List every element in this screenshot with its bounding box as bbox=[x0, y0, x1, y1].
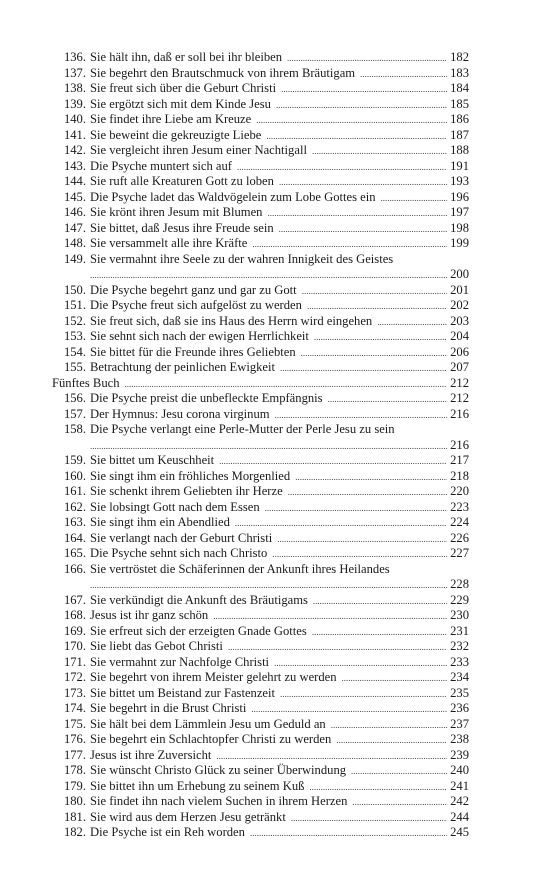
leader-dots bbox=[90, 577, 447, 594]
page-number: 230 bbox=[450, 608, 469, 622]
leader-dots bbox=[301, 345, 447, 362]
toc-entry bbox=[52, 825, 469, 841]
entry-number: 154. bbox=[63, 344, 86, 359]
toc-entry bbox=[52, 190, 469, 206]
leader-dots bbox=[280, 360, 447, 377]
toc-entry bbox=[52, 453, 469, 469]
leader-dots bbox=[274, 655, 447, 672]
entry-title: Sie freut sich, daß sie ins Haus des Herrn wird eingehen bbox=[90, 313, 373, 328]
entry-number: 171. bbox=[63, 654, 86, 669]
leader-dots bbox=[252, 236, 447, 253]
entry-title: Sie freut sich über die Geburt Christi bbox=[90, 81, 277, 95]
toc-entry bbox=[52, 143, 469, 159]
toc-entry bbox=[52, 593, 469, 609]
entry-title: Sie vermahnt ihre Seele zu der wahren Innigkeit des Geistes bbox=[90, 251, 394, 266]
entry-title: Sie verkündigt die Ankunft des Bräutigams bbox=[90, 592, 308, 607]
toc-entry bbox=[52, 345, 469, 361]
entry-number: 163. bbox=[63, 515, 86, 529]
page-number: 193 bbox=[450, 174, 469, 188]
entry-number: 137. bbox=[63, 65, 86, 80]
entry-title: Sie krönt ihren Jesum mit Blumen bbox=[90, 205, 263, 219]
page-number: 244 bbox=[450, 809, 469, 824]
toc-entry bbox=[52, 701, 469, 717]
entry-title: Sie beweint die gekreuzigte Liebe bbox=[90, 127, 262, 142]
toc-entry bbox=[52, 484, 469, 500]
leader-dots bbox=[125, 376, 448, 393]
table-of-contents bbox=[52, 50, 469, 841]
entry-title: Sie schenkt ihrem Geliebten ihr Herze bbox=[90, 484, 283, 498]
entry-number: 161. bbox=[63, 484, 86, 498]
entry-title: Sie vertröstet die Schäferinnen der Ankunft ihres Heilandes bbox=[90, 561, 390, 576]
leader-dots bbox=[90, 438, 447, 455]
page-number: 239 bbox=[450, 747, 469, 762]
page-number: 183 bbox=[450, 65, 469, 80]
entry-number: 159. bbox=[63, 453, 86, 467]
page-number: 203 bbox=[450, 313, 469, 328]
leader-dots bbox=[314, 329, 447, 346]
entry-number: 152. bbox=[63, 313, 86, 328]
entry-title: Sie versammelt alle ihre Kräfte bbox=[90, 236, 248, 250]
leader-dots bbox=[331, 717, 447, 734]
entry-number: 170. bbox=[63, 639, 86, 653]
page-number: 191 bbox=[450, 158, 469, 173]
entry-title: Sie wünscht Christo Glück zu seiner Überwindung bbox=[90, 763, 347, 777]
page-number: 245 bbox=[450, 825, 469, 839]
leader-dots bbox=[279, 221, 447, 238]
entry-title: Sie singt ihm ein fröhliches Morgenlied bbox=[90, 468, 291, 483]
leader-dots bbox=[291, 810, 447, 827]
leader-dots bbox=[256, 112, 447, 129]
leader-dots bbox=[277, 531, 447, 548]
toc-entry bbox=[52, 329, 469, 345]
toc-entry bbox=[52, 159, 469, 175]
entry-number: 162. bbox=[63, 499, 86, 514]
entry-number: 151. bbox=[63, 298, 86, 312]
entry-number: 160. bbox=[63, 468, 86, 483]
leader-dots bbox=[287, 50, 447, 67]
toc-entry bbox=[52, 97, 469, 113]
page-number: 206 bbox=[450, 344, 469, 359]
page-number: 202 bbox=[450, 298, 469, 312]
leader-dots bbox=[250, 825, 447, 842]
entry-title: Sie begehrt den Brautschmuck von ihrem Bräutigam bbox=[90, 65, 356, 80]
page-number: 196 bbox=[450, 189, 469, 204]
entry-title: Die Psyche ist ein Reh worden bbox=[90, 825, 245, 839]
leader-dots bbox=[237, 159, 447, 176]
leader-dots bbox=[313, 593, 447, 610]
leader-dots bbox=[281, 81, 447, 98]
toc-entry bbox=[52, 252, 469, 268]
toc-entry-continuation bbox=[52, 438, 469, 454]
entry-title: Sie findet ihre Liebe am Kreuze bbox=[90, 112, 252, 126]
entry-number: 173. bbox=[63, 685, 86, 700]
toc-entry bbox=[52, 112, 469, 128]
entry-title: Sie vermahnt zur Nachfolge Christi bbox=[90, 654, 270, 669]
page-number: 200 bbox=[450, 267, 469, 281]
page-number: 220 bbox=[450, 484, 469, 498]
page-number: 212 bbox=[450, 375, 469, 390]
page-number: 228 bbox=[450, 577, 469, 591]
entry-title: Betrachtung der peinlichen Ewigkeit bbox=[90, 360, 275, 374]
page-number: 224 bbox=[450, 515, 469, 529]
toc-entry bbox=[52, 717, 469, 733]
page-number: 204 bbox=[450, 329, 469, 343]
entry-title: Sie ergötzt sich mit dem Kinde Jesu bbox=[90, 96, 271, 111]
entry-number: 172. bbox=[63, 670, 86, 684]
toc-entry bbox=[52, 422, 469, 438]
toc-entry bbox=[52, 624, 469, 640]
leader-dots bbox=[360, 66, 447, 83]
toc-entry bbox=[52, 236, 469, 252]
page-number: 198 bbox=[450, 220, 469, 235]
toc-entry bbox=[52, 639, 469, 655]
toc-entry-continuation bbox=[52, 577, 469, 593]
page-number: 197 bbox=[450, 205, 469, 219]
leader-dots bbox=[275, 407, 448, 424]
entry-number: 140. bbox=[63, 112, 86, 126]
page-number: 216 bbox=[450, 406, 469, 421]
section-title: Fünftes Buch bbox=[52, 375, 120, 390]
leader-dots bbox=[288, 484, 447, 501]
entry-title: Sie begehrt ein Schlachtopfer Christi zu werden bbox=[90, 732, 332, 746]
page-number: 186 bbox=[450, 112, 469, 126]
entry-number: 153. bbox=[63, 329, 86, 343]
entry-title: Sie hält ihn, daß er soll bei ihr bleiben bbox=[90, 50, 283, 64]
entry-title: Sie findet ihn nach vielem Suchen in ihrem Herzen bbox=[90, 794, 348, 808]
toc-entry bbox=[52, 608, 469, 624]
entry-number: 144. bbox=[63, 174, 86, 188]
page-number: 185 bbox=[450, 96, 469, 111]
toc-entry bbox=[52, 794, 469, 810]
entry-title: Sie liebt das Gebot Christi bbox=[90, 639, 223, 653]
entry-number: 157. bbox=[63, 406, 86, 421]
page-number: 242 bbox=[450, 794, 469, 808]
leader-dots bbox=[328, 391, 448, 408]
entry-number: 178. bbox=[63, 763, 86, 777]
toc-entry bbox=[52, 531, 469, 547]
entry-number: 165. bbox=[63, 546, 86, 560]
leader-dots bbox=[235, 515, 447, 532]
entry-title: Die Psyche preist die unbefleckte Empfängnis bbox=[90, 391, 323, 405]
toc-entry bbox=[52, 562, 469, 578]
page-number: 201 bbox=[450, 282, 469, 297]
leader-dots bbox=[381, 190, 448, 207]
page-number: 229 bbox=[450, 592, 469, 607]
toc-entry bbox=[52, 469, 469, 485]
page-number: 207 bbox=[450, 360, 469, 374]
entry-number: 143. bbox=[63, 158, 86, 173]
page-number: 227 bbox=[450, 546, 469, 560]
leader-dots bbox=[280, 686, 447, 703]
entry-number: 167. bbox=[63, 592, 86, 607]
entry-number: 169. bbox=[63, 623, 86, 638]
leader-dots bbox=[251, 701, 447, 718]
entry-number: 175. bbox=[63, 716, 86, 731]
leader-dots bbox=[213, 608, 447, 625]
entry-title: Die Psyche muntert sich auf bbox=[90, 158, 232, 173]
entry-number: 177. bbox=[63, 747, 86, 762]
page-number: 240 bbox=[450, 763, 469, 777]
entry-title: Sie begehrt in die Brust Christi bbox=[90, 701, 247, 715]
entry-title: Jesus ist ihre Zuversicht bbox=[90, 747, 212, 762]
entry-title: Sie bittet, daß Jesus ihre Freude sein bbox=[90, 220, 274, 235]
toc-entry bbox=[52, 205, 469, 221]
entry-title: Die Psyche verlangt eine Perle-Mutter der Perle Jesu zu sein bbox=[90, 422, 395, 436]
entry-title: Sie singt ihm ein Abendlied bbox=[90, 515, 230, 529]
toc-entry bbox=[52, 221, 469, 237]
leader-dots bbox=[309, 779, 447, 796]
toc-section-heading bbox=[52, 376, 469, 392]
toc-entry bbox=[52, 128, 469, 144]
leader-dots bbox=[267, 205, 447, 222]
leader-dots bbox=[272, 546, 447, 563]
page-number: 217 bbox=[450, 453, 469, 467]
entry-title: Sie bittet um Beistand zur Fastenzeit bbox=[90, 685, 276, 700]
entry-number: 150. bbox=[63, 282, 86, 297]
page-number: 236 bbox=[450, 701, 469, 715]
entry-title: Die Psyche freut sich aufgelöst zu werden bbox=[90, 298, 302, 312]
page-number: 218 bbox=[450, 468, 469, 483]
entry-title: Jesus ist ihr ganz schön bbox=[90, 608, 209, 622]
entry-number: 180. bbox=[63, 794, 86, 808]
toc-entry bbox=[52, 360, 469, 376]
toc-entry bbox=[52, 546, 469, 562]
entry-title: Sie hält bei dem Lämmlein Jesu um Geduld an bbox=[90, 716, 326, 731]
entry-number: 166. bbox=[63, 561, 86, 576]
toc-entry bbox=[52, 670, 469, 686]
toc-entry bbox=[52, 748, 469, 764]
entry-number: 142. bbox=[63, 143, 86, 157]
page-number: 182 bbox=[450, 50, 469, 64]
entry-number: 168. bbox=[63, 608, 86, 622]
page-number: 238 bbox=[450, 732, 469, 746]
entry-number: 179. bbox=[63, 778, 86, 793]
entry-title: Sie begehrt von ihrem Meister gelehrt zu werden bbox=[90, 670, 337, 684]
leader-dots bbox=[276, 97, 447, 114]
page-number: 232 bbox=[450, 639, 469, 653]
entry-number: 145. bbox=[63, 189, 86, 204]
entry-title: Sie lobsingt Gott nach dem Essen bbox=[90, 499, 260, 514]
page-number: 216 bbox=[450, 437, 469, 452]
entry-title: Sie sehnt sich nach der ewigen Herrlichkeit bbox=[90, 329, 309, 343]
entry-number: 148. bbox=[63, 236, 86, 250]
entry-number: 146. bbox=[63, 205, 86, 219]
leader-dots bbox=[312, 624, 447, 641]
entry-title: Sie wird aus dem Herzen Jesu getränkt bbox=[90, 809, 286, 824]
leader-dots bbox=[352, 794, 447, 811]
entry-number: 158. bbox=[63, 422, 86, 436]
toc-entry bbox=[52, 391, 469, 407]
entry-title: Sie bittet ihn um Erhebung zu seinem Kuß bbox=[90, 778, 305, 793]
entry-title: Sie vergleicht ihren Jesum einer Nachtigall bbox=[90, 143, 307, 157]
page-number: 234 bbox=[450, 670, 469, 684]
entry-title: Sie bittet um Keuschheit bbox=[90, 453, 215, 467]
toc-entry bbox=[52, 314, 469, 330]
entry-title: Sie verlangt nach der Geburt Christi bbox=[90, 530, 273, 545]
toc-entry bbox=[52, 686, 469, 702]
entry-number: 164. bbox=[63, 530, 86, 545]
entry-title: Die Psyche begehrt ganz und gar zu Gott bbox=[90, 282, 297, 297]
toc-entry bbox=[52, 298, 469, 314]
page-number: 187 bbox=[450, 127, 469, 142]
entry-number: 136. bbox=[63, 50, 86, 64]
page-number: 184 bbox=[450, 81, 469, 95]
toc-entry bbox=[52, 81, 469, 97]
entry-number: 182. bbox=[63, 825, 86, 839]
entry-number: 181. bbox=[63, 809, 86, 824]
toc-entry bbox=[52, 174, 469, 190]
entry-number: 174. bbox=[63, 701, 86, 715]
toc-entry-continuation bbox=[52, 267, 469, 283]
page-number: 233 bbox=[450, 654, 469, 669]
leader-dots bbox=[302, 283, 447, 300]
page-number: 212 bbox=[450, 391, 469, 405]
entry-title: Sie ruft alle Kreaturen Gott zu loben bbox=[90, 174, 274, 188]
entry-number: 139. bbox=[63, 96, 86, 111]
entry-number: 149. bbox=[63, 251, 86, 266]
entry-number: 155. bbox=[63, 360, 86, 374]
leader-dots bbox=[295, 469, 447, 486]
leader-dots bbox=[312, 143, 447, 160]
leader-dots bbox=[219, 453, 447, 470]
page-number: 241 bbox=[450, 778, 469, 793]
entry-title: Der Hymnus: Jesu corona virginum bbox=[90, 406, 270, 421]
leader-dots bbox=[336, 732, 447, 749]
leader-dots bbox=[342, 670, 448, 687]
leader-dots bbox=[279, 174, 447, 191]
entry-number: 156. bbox=[63, 391, 86, 405]
toc-entry bbox=[52, 500, 469, 516]
entry-title: Die Psyche sehnt sich nach Christo bbox=[90, 546, 268, 560]
toc-entry bbox=[52, 810, 469, 826]
toc-entry bbox=[52, 50, 469, 66]
toc-entry bbox=[52, 515, 469, 531]
leader-dots bbox=[351, 763, 447, 780]
page-number: 223 bbox=[450, 499, 469, 514]
leader-dots bbox=[228, 639, 447, 656]
leader-dots bbox=[90, 267, 447, 284]
toc-entry bbox=[52, 655, 469, 671]
entry-title: Sie erfreut sich der erzeigten Gnade Gottes bbox=[90, 623, 307, 638]
leader-dots bbox=[307, 298, 447, 315]
page-number: 226 bbox=[450, 530, 469, 545]
toc-entry bbox=[52, 283, 469, 299]
toc-entry bbox=[52, 779, 469, 795]
leader-dots bbox=[266, 128, 447, 145]
leader-dots bbox=[265, 500, 447, 517]
toc-entry bbox=[52, 763, 469, 779]
entry-title: Die Psyche ladet das Waldvögelein zum Lobe Gottes ein bbox=[90, 189, 376, 204]
leader-dots bbox=[216, 748, 447, 765]
entry-number: 138. bbox=[63, 81, 86, 95]
entry-number: 141. bbox=[63, 127, 86, 142]
entry-number: 176. bbox=[63, 732, 86, 746]
page-number: 235 bbox=[450, 685, 469, 700]
page-number: 237 bbox=[450, 716, 469, 731]
toc-entry bbox=[52, 732, 469, 748]
toc-entry bbox=[52, 66, 469, 82]
page-number: 199 bbox=[450, 236, 469, 250]
leader-dots bbox=[377, 314, 447, 331]
toc-entry bbox=[52, 407, 469, 423]
page-number: 188 bbox=[450, 143, 469, 157]
entry-number: 147. bbox=[63, 220, 86, 235]
page-number: 231 bbox=[450, 623, 469, 638]
entry-title: Sie bittet für die Freunde ihres Geliebten bbox=[90, 344, 296, 359]
